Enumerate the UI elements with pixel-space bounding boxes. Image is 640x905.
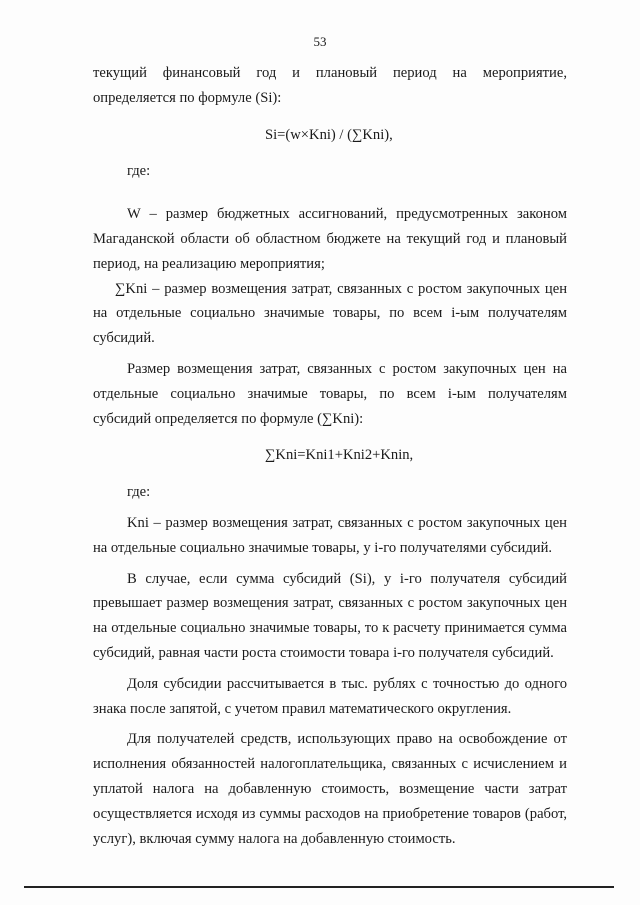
page-number: 53 <box>313 34 327 49</box>
paragraph-excess-case: В случае, если сумма субсидий (Si), у i-го получателя субсидий превышает размер возмещения затрат, связанных с ростом закупочных цен на отдельные социально значимые товары, то к расчету принимается сумма субсидий, равная части роста стоимости товара i-го получателя субсидий. <box>93 570 567 661</box>
document-body <box>93 61 567 851</box>
paragraph-vat-exemption: Для получателей средств, использующих право на освобождение от исполнения обязанностей налогоплательщика, связанных с исчислением и уплатой налога на добавленную стоимость, возмещение части затрат осуществляется исходя из суммы расходов на приобретение товаров (работ, услуг), включая сумму налога на добавленную стоимость. <box>93 731 567 847</box>
paragraph-w-definition: W – размер бюджетных ассигнований, предусмотренных законом Магаданской области об областном бюджете на текущий год и плановый период, на реализацию мероприятия; <box>93 206 567 272</box>
paragraph-sum-kni-formula-intro: Размер возмещения затрат, связанных с ростом закупочных цен на отдельные социально значимые товары, по всем i-ым получателям субсидий определяется по формуле (∑Kni): <box>93 360 567 427</box>
paragraph-rounding: Доля субсидии рассчитывается в тыс. рублях с точностью до одного знака после запятой, с учетом правил математического округления. <box>93 675 567 717</box>
where-label-2: где: <box>127 484 151 501</box>
paragraph-intro: текущий финансовый год и плановый период на мероприятие, определяется по формуле (Si): <box>93 65 567 106</box>
paragraph-sum-kni-definition: ∑Kni – размер возмещения затрат, связанных с ростом закупочных цен на отдельные социально значимые товары, по всем i-ым получателям субсидий. <box>93 280 567 347</box>
bottom-rule <box>24 886 614 888</box>
where-label-1: где: <box>127 163 151 180</box>
formula-si: Si=(w×Kni) / (∑Kni), <box>265 126 393 143</box>
formula-sum-kni: ∑Kni=Kni1+Kni2+Knin, <box>265 447 414 464</box>
paragraph-kni-definition: Kni – размер возмещения затрат, связанных с ростом закупочных цен на отдельные социально значимые товары, у i-го получателями субсидий. <box>93 514 567 556</box>
